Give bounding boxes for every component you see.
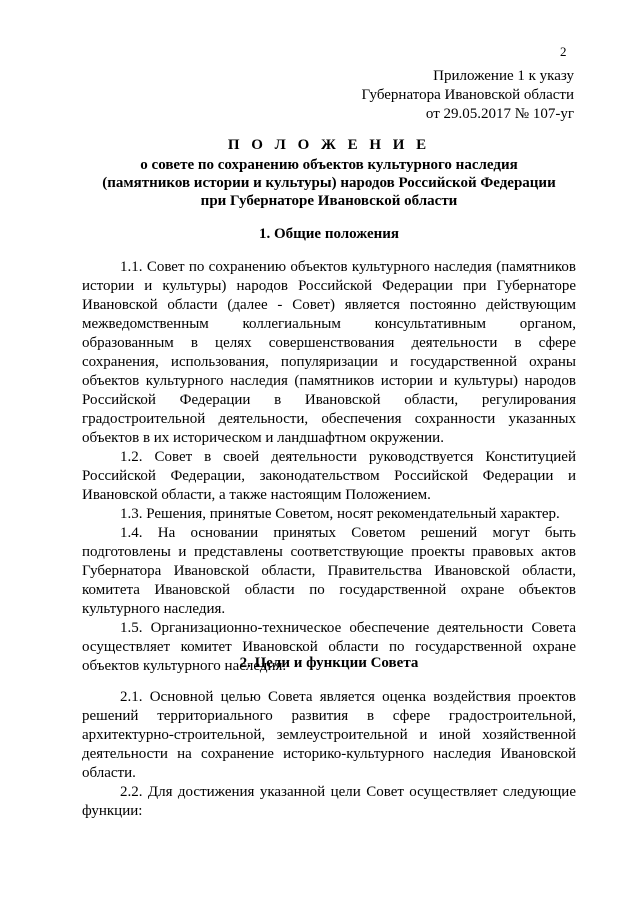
title-line: о совете по сохранению объектов культурного наследия bbox=[140, 157, 518, 173]
paragraph: 1.4. На основании принятых Советом решений могут быть подготовлены и представлены соответствующие проекты правовых актов Губернатора Ивановской области, Правительства Ивановской области, комитета Ивановской области по государственной охране объектов культурного наследия. bbox=[82, 525, 576, 617]
section-body-general bbox=[82, 258, 576, 676]
appendix-line: Приложение 1 к указу bbox=[433, 68, 574, 84]
appendix-line: Губернатора Ивановской области bbox=[361, 87, 574, 103]
paragraph: 1.5. Организационно-техническое обеспечение деятельности Совета осуществляет комитет Ивановской области по государственной охране объектов культурного наследия. bbox=[82, 620, 576, 674]
paragraph: 2.2. Для достижения указанной цели Совет осуществляет следующие функции: bbox=[82, 784, 576, 819]
title-line: при Губернаторе Ивановской области bbox=[200, 193, 458, 209]
title-line: (памятников истории и культуры) народов Российской Федерации bbox=[102, 175, 556, 191]
paragraph: 1.3. Решения, принятые Советом, носят рекомендательный характер. bbox=[120, 506, 560, 522]
document-title bbox=[82, 136, 576, 210]
section-heading-general: 1. Общие положения bbox=[258, 226, 400, 242]
paragraph: 1.2. Совет в своей деятельности руководствуется Конституцией Российской Федерации, законодательством Российской Федерации и Ивановской области, а также настоящим Положением. bbox=[82, 449, 576, 503]
page-number: 2 bbox=[560, 44, 567, 59]
section-body-goals bbox=[82, 688, 576, 821]
paragraph: 2.1. Основной целью Совета является оценка воздействия проектов решений территориального развития в сфере градостроительной, архитектурно-строительной, землеустроительной и иной хозяйственной деятельности на сохранение историко-культурного наследия Ивановской области. bbox=[82, 689, 576, 781]
paragraph: 1.1. Совет по сохранению объектов культурного наследия (памятников истории и культуры) народов Российской Федерации при Губернаторе Ивановской области (далее - Совет) является постоянно действующим межведомственным коллегиальным консультативным органом, образованным в целях совершенствования деятельности в сфере сохранения, использования, популяризации и государственной охраны объектов культурного наследия (памятников истории и культуры) народов Российской Федерации в Ивановской области, регулирования градостроительной деятельности, обеспечения сохранности указанных объектов в их историческом и ландшафтном окружении. bbox=[82, 259, 576, 446]
appendix-note bbox=[361, 67, 574, 124]
section-heading-goals: 2. Цели и функции Совета bbox=[239, 655, 419, 671]
title-main: П О Л О Ж Е Н И Е bbox=[227, 137, 431, 153]
appendix-line: от 29.05.2017 № 107-уг bbox=[425, 106, 574, 122]
